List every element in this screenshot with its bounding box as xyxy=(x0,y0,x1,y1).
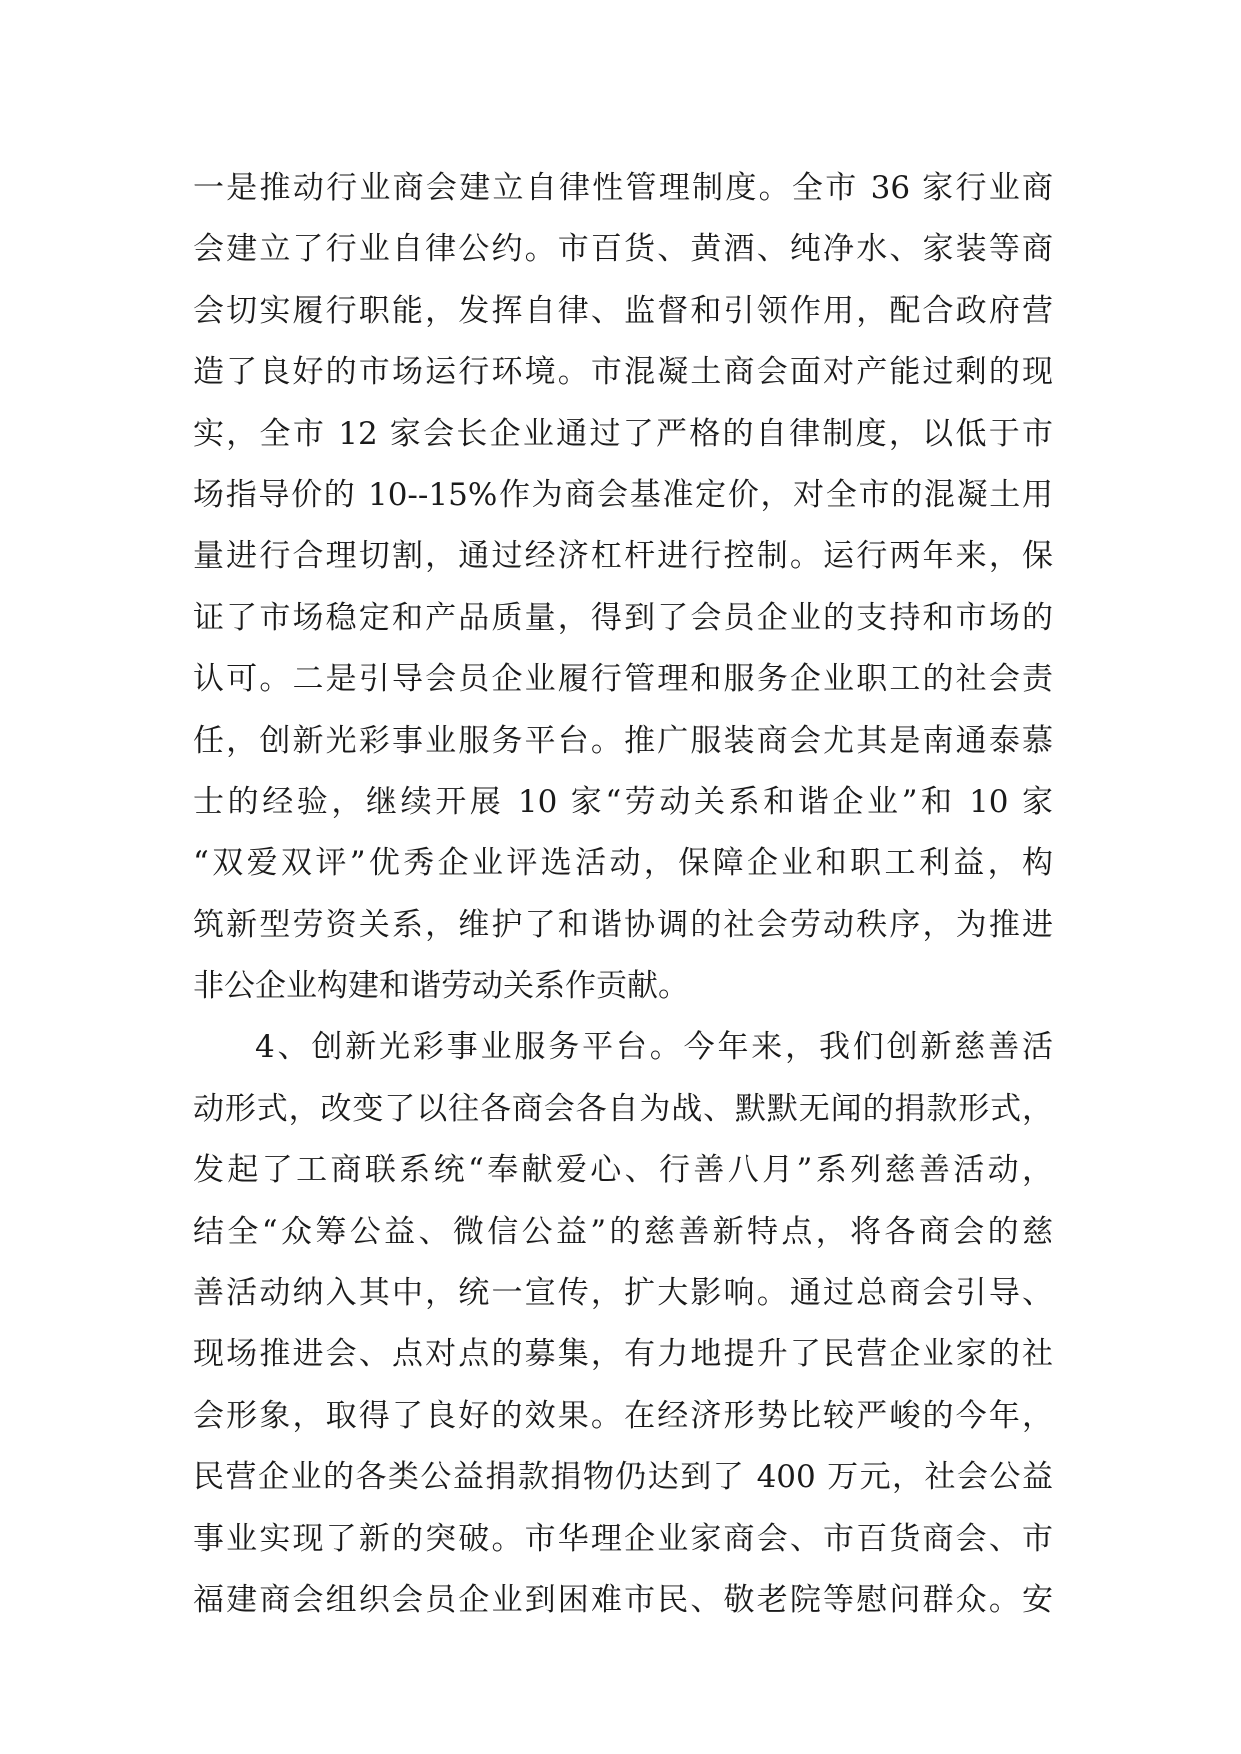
text-line: 发起了工商联系统“奉献爱心、行善八月”系列慈善活动， xyxy=(193,1152,1053,1189)
text-line: 筑新型劳资关系，维护了和谐协调的社会劳动秩序，为推进 xyxy=(193,906,1053,943)
text-line: 事业实现了新的突破。市华理企业家商会、市百货商会、市 xyxy=(193,1520,1053,1557)
text-line: 会切实履行职能，发挥自律、监督和引领作用，配合政府营 xyxy=(193,292,1053,329)
text-line: 实，全市 12 家会长企业通过了严格的自律制度，以低于市 xyxy=(193,415,1053,452)
text-line: 认可。二是引导会员企业履行管理和服务企业职工的社会责 xyxy=(193,661,1053,698)
text-line: 民营企业的各类公益捐款捐物仍达到了 400 万元，社会公益 xyxy=(193,1459,1053,1496)
paragraph-end-line: 非公企业构建和谐劳动关系作贡献。 xyxy=(193,968,689,1005)
text-line: 任，创新光彩事业服务平台。推广服装商会尤其是南通泰慕 xyxy=(193,722,1053,759)
section-4-first-line: 4、创新光彩事业服务平台。今年来，我们创新慈善活 xyxy=(255,1029,1053,1066)
text-line: 会建立了行业自律公约。市百货、黄酒、纯净水、家装等商 xyxy=(193,231,1053,268)
text-line: “双爱双评”优秀企业评选活动，保障企业和职工利益，构 xyxy=(193,845,1053,882)
text-line: 一是推动行业商会建立自律性管理制度。全市 36 家行业商 xyxy=(193,170,1053,206)
text-line: 现场推进会、点对点的募集，有力地提升了民营企业家的社 xyxy=(193,1336,1053,1373)
text-line: 善活动纳入其中，统一宣传，扩大影响。通过总商会引导、 xyxy=(193,1275,1053,1312)
text-line: 结全“众筹公益、微信公益”的慈善新特点，将各商会的慈 xyxy=(193,1213,1053,1250)
text-line: 量进行合理切割，通过经济杠杆进行控制。运行两年来，保 xyxy=(193,538,1053,575)
text-line: 会形象，取得了良好的效果。在经济形势比较严峻的今年， xyxy=(193,1397,1053,1434)
text-line: 士的经验，继续开展 10 家“劳动关系和谐企业”和 10 家 xyxy=(193,783,1053,820)
text-line: 动形式，改变了以往各商会各自为战、默默无闻的捐款形式， xyxy=(193,1090,1053,1127)
body-text xyxy=(193,158,1053,1631)
text-line: 场指导价的 10--15%作为商会基准定价，对全市的混凝土用 xyxy=(193,476,1053,513)
text-line: 证了市场稳定和产品质量，得到了会员企业的支持和市场的 xyxy=(193,599,1053,636)
text-line: 造了良好的市场运行环境。市混凝土商会面对产能过剩的现 xyxy=(193,354,1053,391)
text-line: 福建商会组织会员企业到困难市民、敬老院等慰问群众。安 xyxy=(193,1581,1053,1618)
